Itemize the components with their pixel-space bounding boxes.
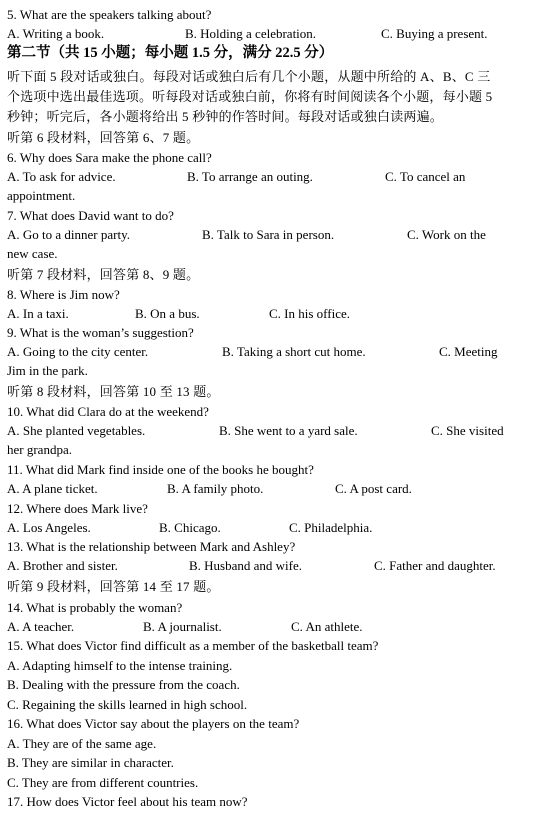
option-a: A. A teacher. (7, 619, 75, 634)
section-title: 第二节（共 15 小题；每小题 1.5 分，满分 22.5 分） (7, 45, 334, 61)
option-b: B. Husband and wife. (189, 558, 303, 573)
option-c-continued: new case. (7, 246, 58, 261)
question-5: 5. What are the speakers talking about? (7, 7, 212, 22)
question-13: 13. What is the relationship between Mark and Ashley? (7, 539, 296, 554)
option-c: C. Regaining the skills learned in high school. (7, 697, 248, 712)
option-c: C. Work on the (407, 227, 486, 242)
instructions-line-3: 秒钟；听完后，各小题将给出 5 秒钟的作答时间。每段对话或独白读两遍。 (7, 109, 444, 124)
option-a: A. To ask for advice. (7, 169, 116, 184)
option-c: C. In his office. (269, 306, 350, 321)
options-row-6 (7, 167, 541, 186)
question-8: 8. Where is Jim now? (7, 287, 120, 302)
option-a: A. A plane ticket. (7, 481, 98, 496)
question-11: 11. What did Mark find inside one of the books he bought? (7, 462, 314, 477)
options-row-7 (7, 225, 541, 244)
option-c: C. An athlete. (291, 619, 363, 634)
question-16: 16. What does Victor say about the players on the team? (7, 716, 300, 731)
option-b: B. Taking a short cut home. (222, 344, 366, 359)
options-row-13 (7, 556, 541, 575)
option-a: A. In a taxi. (7, 306, 69, 321)
option-a: A. Brother and sister. (7, 558, 118, 573)
question-6: 6. Why does Sara make the phone call? (7, 150, 212, 165)
option-c: C. She visited (431, 423, 504, 438)
question-9: 9. What is the woman’s suggestion? (7, 325, 194, 340)
option-a: A. Go to a dinner party. (7, 227, 130, 242)
options-row-12 (7, 518, 541, 537)
question-14: 14. What is probably the woman? (7, 600, 183, 615)
options-row-9 (7, 342, 541, 361)
option-b: B. Holding a celebration. (185, 26, 317, 41)
option-a: A. Writing a book. (7, 26, 105, 41)
material-8-heading: 听第 8 段材料，回答第 10 至 13 题。 (7, 384, 220, 399)
option-c: C. Meeting (439, 344, 498, 359)
option-b: B. On a bus. (135, 306, 200, 321)
option-a: A. Los Angeles. (7, 520, 91, 535)
question-15: 15. What does Victor find difficult as a member of the basketball team? (7, 638, 379, 653)
option-c: C. To cancel an (385, 169, 466, 184)
option-b: B. A family photo. (167, 481, 264, 496)
options-row-5 (7, 24, 541, 43)
material-6-heading: 听第 6 段材料，回答第 6、7 题。 (7, 130, 200, 145)
question-7: 7. What does David want to do? (7, 208, 174, 223)
option-c: C. They are from different countries. (7, 775, 199, 790)
material-9-heading: 听第 9 段材料，回答第 14 至 17 题。 (7, 579, 220, 594)
option-c-continued: her grandpa. (7, 442, 72, 457)
option-a: A. Going to the city center. (7, 344, 149, 359)
option-a: A. They are of the same age. (7, 736, 157, 751)
option-b: B. Talk to Sara in person. (202, 227, 335, 242)
option-b: B. They are similar in character. (7, 755, 174, 770)
option-b: B. A journalist. (143, 619, 222, 634)
option-b: B. To arrange an outing. (187, 169, 313, 184)
option-b: B. Dealing with the pressure from the coach. (7, 677, 240, 692)
question-10: 10. What did Clara do at the weekend? (7, 404, 209, 419)
instructions-line-1: 听下面 5 段对话或独白。每段对话或独白后有几个小题，从题中所给的 A、B、C 三 (7, 69, 491, 84)
instructions-line-2: 个选项中选出最佳选项。听每段对话或独白前，你将有时间阅读各个小题，每小题 5 (7, 89, 493, 104)
options-row-10 (7, 421, 541, 440)
option-c: C. Buying a present. (381, 26, 488, 41)
option-b: B. She went to a yard sale. (219, 423, 358, 438)
question-17: 17. How does Victor feel about his team now? (7, 794, 248, 809)
material-7-heading: 听第 7 段材料，回答第 8、9 题。 (7, 267, 200, 282)
option-c-continued: appointment. (7, 188, 76, 203)
options-row-11 (7, 479, 541, 498)
options-row-8 (7, 304, 541, 323)
option-c: C. A post card. (335, 481, 412, 496)
options-row-14 (7, 617, 541, 636)
question-12: 12. Where does Mark live? (7, 501, 148, 516)
option-a: A. Adapting himself to the intense training. (7, 658, 233, 673)
option-c: C. Philadelphia. (289, 520, 373, 535)
option-c-continued: Jim in the park. (7, 363, 88, 378)
option-a: A. She planted vegetables. (7, 423, 146, 438)
option-c: C. Father and daughter. (374, 558, 496, 573)
option-b: B. Chicago. (159, 520, 221, 535)
